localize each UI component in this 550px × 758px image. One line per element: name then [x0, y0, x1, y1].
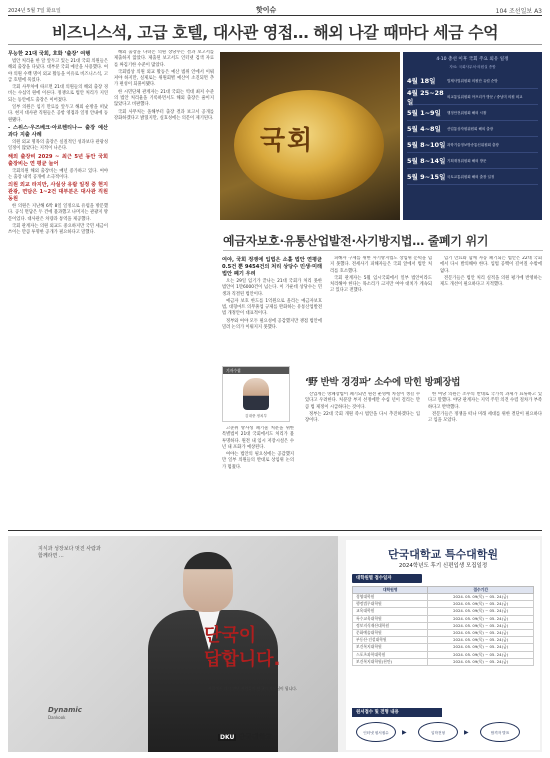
paragraph: 한 여당 의원은 소수의 반대로 국가적 과제가 표류하고 있다고 말했다. 야당 관계자는 지역 주민 의견 수렴 절차가 부족하다고 반박했다.	[428, 392, 542, 410]
section-subhead: - 스위스·우즈베크·아르헨티나— 출장 예산 과다 지출 사례	[8, 124, 108, 138]
table-row	[353, 644, 534, 651]
dynamic-sub: Dankook	[48, 715, 66, 720]
table-row	[353, 637, 534, 644]
paragraph: 국회 관계자는 의원 외교도 중요하지만 국민 세금이 쓰이는 만큼 투명한 공개가 필요하다고 말했다.	[8, 224, 108, 236]
article-column-8	[428, 392, 542, 524]
timeline-date: 5월 4~8일	[407, 125, 441, 134]
table-cell: 2024. 05. 09(목) ~ 05. 24(금)	[428, 629, 534, 636]
paragraph: 국회법상 의원 외교 활동은 예산 범위 안에서 이뤄져야 하지만, 실제로는 위원회별 예산이 소진되면 추가 편성이 되풀이됐다.	[114, 69, 214, 88]
table-cell: 스포츠과학대학원	[353, 651, 428, 658]
table-row	[353, 629, 534, 636]
paragraph: 해외 출장을 다녀온 의원 상당수는 결과 보고서를 제출하지 않았다. 제출된 보고서도 인터넷 검색 자료를 짜깁기한 수준이 많았다.	[114, 50, 214, 68]
column-header: 접수기간	[428, 587, 534, 594]
paragraph: 의원 외교 명목의 출장은 실질적인 성과보다 관광성 일정이 많았다는 지적이 나온다.	[8, 139, 108, 152]
table-row	[353, 651, 534, 658]
schedule-table	[352, 586, 534, 666]
application-steps	[356, 722, 532, 744]
timeline-row	[407, 74, 538, 89]
timeline-date: 5월 1~9일	[407, 109, 441, 118]
table-row	[353, 658, 534, 665]
article-column-5	[440, 256, 542, 360]
paragraph: 국회 사무처에 따르면 21대 의원들의 해외 출장 경비는 수십억 원에 이른다. 정쟁으로 법안 처리가 지연되는 동안에도 출장은 이어졌다.	[8, 85, 108, 103]
lead-subhead: 여야, 국회 정쟁에 입법은 소홀 법안 연평균 0.5건 뿐 9454건의 처리 상당수 민생·미래 법안 폐기 우려	[222, 257, 322, 277]
paragraph: 전문가들은 법안 처리 실적을 의원 평가에 반영하는 제도 개선이 필요하다고 지적했다.	[440, 275, 542, 288]
table-header-row	[353, 587, 534, 594]
article-column-2	[114, 50, 214, 524]
paragraph: 정부와 여야 모두 필요성에 공감했지만 쟁점 법안에 밀려 논의가 이뤄지지 못했다.	[222, 318, 322, 331]
model-head	[183, 552, 233, 612]
schedule-section-label: 대학원별 접수일자	[352, 574, 422, 583]
table-row	[353, 594, 534, 601]
paragraph: 산업계는 방폐장법이 폐기되면 원전 운영에 차질이 생길 수 있다고 우려한다. 처분장 부지 선정에만 수십 년이 걸리는 만큼 법 제정이 시급하다는 것이다.	[305, 392, 420, 410]
paragraph: 한 시민단체 관계자는 21대 국회는 역대 최저 수준의 법안 처리율을 기록하면서도 해외 출장은 줄이지 않았다고 비판했다.	[114, 89, 214, 108]
ad-tagline: 지식과 성장보다 멋진 사람과 함께라면 ...	[38, 546, 101, 559]
timeline-text: 산업통상자원위원회 해외 출장	[447, 126, 494, 131]
process-section-label: 원서접수 및 전형 내용	[352, 708, 442, 717]
national-assembly-badge-photo	[220, 52, 400, 220]
timeline-row	[407, 90, 538, 105]
timeline-date: 4월 18일	[407, 77, 436, 86]
table-cell: 2024. 05. 09(목) ~ 05. 24(금)	[428, 622, 534, 629]
second-headline-rule	[223, 250, 543, 251]
paragraph: 전문가들은 정쟁을 떠나 미래 세대를 위한 결단이 필요하다고 입을 모았다.	[428, 411, 542, 424]
table-cell: 2024. 05. 09(목) ~ 05. 24(금)	[428, 594, 534, 601]
logo-mark: DKU	[220, 734, 235, 741]
timeline-date: 5월 8~10일	[407, 141, 446, 150]
ad-schedule-panel	[346, 540, 540, 750]
table-cell: 교육대학원	[353, 608, 428, 615]
paragraph: 고준위 방사성 폐기물 처분을 위한 특별법이 21대 국회에서도 처리가 불투명하다. 원전 내 임시 저장시설은 수년 내 포화가 예상된다.	[222, 426, 294, 450]
badge-lettering: 국회	[260, 126, 315, 156]
arrow-right-icon: ▶	[402, 729, 407, 736]
table-cell: 경영대학원	[353, 594, 428, 601]
timeline-text: 과학기술정보방송통신위원회 출장	[447, 142, 499, 147]
paragraph: 국회의원 해외 출장비는 매년 증가하고 있다. 여야는 출장 내역 공개에 소극적이다.	[8, 168, 108, 180]
column-label: 기자수첩	[223, 367, 289, 374]
table-cell: 보건복지대학원	[353, 644, 428, 651]
masthead-rule	[8, 15, 542, 16]
table-cell: 2024. 05. 09(목) ~ 05. 24(금)	[428, 658, 534, 665]
timeline-row	[407, 170, 538, 185]
paragraph: 한 의원은 지난해 6박 8일 일정으로 유럽을 방문했다. 공식 면담은 두 건에 불과했고 나머지는 관광지 방문이었다. 대사관은 차량과 통역을 제공했다.	[8, 204, 108, 222]
timeline-subtitle: 자료: 국회사무처·의원실 종합	[449, 65, 496, 69]
paragraph: 국회 사무처는 올해부터 출장 결과 보고서 공개를 강화하겠다고 밝혔지만, 실효성에는 의문이 제기된다.	[114, 109, 214, 121]
main-headline: 비즈니스석, 고급 호텔, 대사관 영접… 해외 나갈 때마다 세금 수억	[51, 23, 499, 42]
table-cell: 2024. 05. 09(목) ~ 05. 24(금)	[428, 608, 534, 615]
paragraph: 오는 29일 임기가 끝나는 21대 국회가 처리 못한 법안이 1만6000건이 넘는다. 이 가운데 상당수는 민생과 직결된 법안이다.	[222, 279, 322, 297]
table-cell: 문화예술대학원	[353, 629, 428, 636]
ad-slogan	[204, 624, 280, 672]
arrow-right-icon: ▶	[464, 729, 469, 736]
paragraph: 예금자 보호 한도를 1억원으로 올리는 예금자보호법, 대형마트 의무휴업 규제를 완화하는 유통산업발전법 개정안이 대표적이다.	[222, 298, 322, 317]
timeline-row	[407, 106, 538, 121]
section-name: 핫이슈	[256, 6, 277, 14]
table-cell: 2024. 05. 09(목) ~ 05. 24(금)	[428, 644, 534, 651]
timeline-date: 4월 25~28일	[407, 88, 444, 106]
university-advertisement	[8, 536, 542, 752]
paragraph: 여야는 법안의 필요성에는 공감했지만 일부 의원들의 반대로 상임위 논의가 멈췄다.	[222, 452, 294, 470]
article-column-3	[222, 256, 322, 360]
step-result: 합격자 발표	[480, 722, 520, 742]
table-cell: 2024. 05. 09(목) ~ 05. 24(금)	[428, 615, 534, 622]
ad-body-text: 사회에서 다시 만난 사람들이 단국의 자부심이 됩니다.	[208, 686, 298, 691]
issue-date: 2024년 5월 7일 화요일	[8, 8, 61, 14]
article-column-6	[222, 426, 294, 524]
reporter-photo	[243, 378, 269, 410]
paragraph: 피해자 구제를 위한 사기방지법도 상임위 문턱을 넘지 못했다. 전세사기 피해자들은 국회 앞에서 법안 처리를 호소했다.	[330, 256, 432, 274]
table-cell: 특수교육대학원	[353, 615, 428, 622]
table-cell: 2024. 05. 09(목) ~ 05. 24(금)	[428, 637, 534, 644]
timeline-date: 5월 8~14일	[407, 157, 446, 166]
paragraph: 임기 만료와 함께 자동 폐기되는 법안은 22대 국회에서 다시 발의해야 한다. 입법 공백이 길어질 수밖에 없다.	[440, 256, 542, 274]
slogan-line-1: 단국이	[204, 625, 257, 646]
timeline-text: 국토교통위원회 해외 출장 일정	[447, 174, 495, 179]
table-row	[353, 601, 534, 608]
slogan-line-2: 답합니다.	[204, 649, 281, 670]
table-cell: 정보지식재산대학원	[353, 622, 428, 629]
ad-divider	[8, 530, 542, 531]
timeline-date: 5월 9~15일	[407, 173, 446, 182]
table-row	[353, 608, 534, 615]
table-row	[353, 622, 534, 629]
column-header: 대학원명	[353, 587, 428, 594]
timeline-text: 법제사법위원회 의원단 유럽 순방	[447, 78, 498, 83]
ad-subtitle: 2024학년도 후기 신편입생 모집일정	[398, 563, 488, 569]
reporter-box	[222, 366, 290, 422]
third-headline: ‘野 반박 경경파’ 소수에 막힌 방폐장법	[305, 377, 461, 388]
university-logo	[218, 732, 272, 742]
ad-title: 단국대학교 특수대학원	[387, 548, 499, 561]
paragraph: 일부 의원은 임기 만료를 앞두고 해외 순방을 떠났다. 현지 대사관 직원들은 공항 영접과 일정 안내에 동원됐다.	[8, 105, 108, 123]
section-subhead: 해외 출장비 2029 ~ 최근 5년 동안 국회 출장비는 연 평균 늘어	[8, 153, 108, 167]
timeline-text: 기획재정위원회 해외 방문	[447, 158, 487, 163]
step-online-application: 인터넷 원서접수	[356, 722, 396, 742]
ad-visual	[8, 536, 338, 752]
table-cell: 부동산·건설대학원	[353, 637, 428, 644]
paragraph: 국회 관계자는 5월 임시국회에서 일부 법안이라도 처리해야 한다는 목소리가 크지만 여야 대치가 계속되고 있다고 전했다.	[330, 275, 432, 294]
article-column-4	[330, 256, 432, 360]
second-headline: 예금자보호·유통산업발전·사기방지법… 줄폐기 위기	[223, 234, 489, 248]
table-cell: 행정법무대학원	[353, 601, 428, 608]
section-subhead: 의원 외교 라지만, 사실상 유람 일정 중 현지 관광, 면담은 1~2건 대부분은 대사관 직원 동원	[8, 182, 108, 203]
table-cell: 2024. 05. 09(목) ~ 05. 24(금)	[428, 601, 534, 608]
logo-text: 단국대학교	[238, 733, 273, 741]
timeline-title: 4·10 총선 이후 국회 주요 외유 일정	[436, 57, 509, 62]
timeline-row	[407, 122, 538, 137]
article-column-7	[305, 392, 420, 524]
page-number: 104 조선일보 A3	[495, 8, 542, 15]
table-cell: 보건복지대학원(천안)	[353, 658, 428, 665]
headline-rule	[8, 44, 542, 45]
table-cell: 2024. 05. 09(목) ~ 05. 24(금)	[428, 651, 534, 658]
paragraph: 법안 처리율 한 달 앞두고 있는 21대 국회 의원들은 해외 출장을 다녔다. 대부분 국회 예산을 사용했다. 여야 의원 수백 명이 외교 활동을 이유로 비즈니스석, 고급 호텔에 묵었다.	[8, 59, 108, 83]
timeline-text: 행정안전위원회 해외 시찰	[447, 110, 487, 115]
table-row	[353, 615, 534, 622]
timeline-text: 외교통일위원회 아프리카 방문 / 중남미 의원 외교	[447, 94, 523, 99]
step-screening: 입학전형	[418, 722, 458, 742]
reporter-name: 김대중 정치부	[245, 414, 267, 418]
dynamic-wordmark: Dynamic	[48, 706, 82, 714]
lead-subhead: 무능한 21대 국회, 호화 ‘출장’ 여행	[8, 51, 91, 57]
paragraph: 정부는 22대 국회 개원 즉시 법안을 다시 추진하겠다는 입장이다.	[305, 411, 420, 424]
timeline-row	[407, 154, 538, 169]
trip-timeline-box	[403, 52, 542, 220]
article-column-1	[8, 50, 108, 524]
timeline-row	[407, 138, 538, 153]
